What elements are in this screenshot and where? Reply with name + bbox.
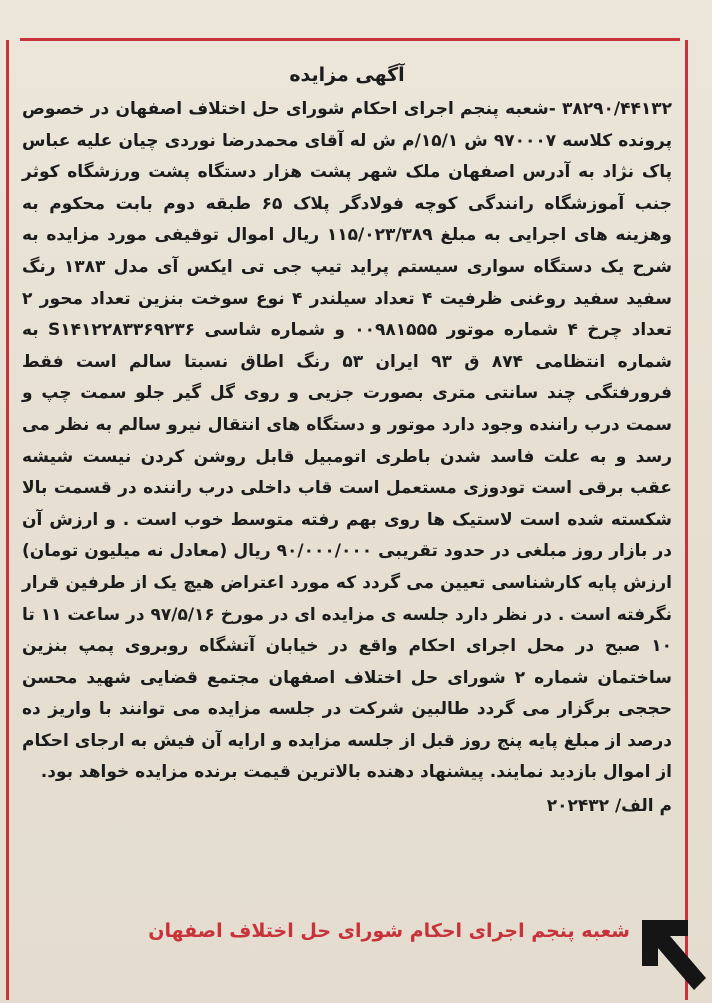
issuing-authority-signature: شعبه پنجم اجرای احکام شورای حل اختلاف اصفهان [148,920,630,942]
notice-body: ۳۸۲۹۰/۴۴۱۳۲ -شعبه پنجم اجرای احکام شورای حل اختلاف اصفهان در خصوص پرونده کلاسه ۹۷۰۰۰۷ ش ۱۵/۱/م ش له آقای محمدرضا نوردی چیان علیه عباس پاک نژاد به آدرس اصفهان ملک شهر پشت هزار دستگاه پشت ورزشگاه کوثر جنب آموزشگاه رانندگی کوچه فولادگر پلاک ۶۵ طبقه دوم بابت محکوم به وهزینه های اجرایی به مبلغ ۱۱۵/۰۲۳/۳۸۹ ریال اموال توقیفی مورد مزایده به شرح یک دستگاه سواری سیستم پراید تیپ جی تی ایکس آی مدل ۱۳۸۳ رنگ سفید سفید روغنی ظرفیت ۴ تعداد سیلندر ۴ نوع سوخت بنزین تعداد محور ۲ تعداد چرخ ۴ شماره موتور ۰۰۹۸۱۵۵۵ و شماره شاسی S۱۴۱۲۲۸۳۳۶۹۲۳۶ به شماره انتظامی ۸۷۴ ق ۹۳ ایران ۵۳ رنگ اطاق نسبتا سالم است فقط فرورفتگی چند سانتی متری بصورت جزیی و روی گل گیر جلو سمت چپ و سمت درب راننده وجود دارد موتور و دستگاه های انتقال نیرو سالم به نظر می رسد و به علت فاسد شدن باطری اتومبیل قابل روشن کردن نیست شیشه عقب برقی است تودوزی مستعمل است قاب داخلی درب راننده در قسمت بالا شکسته شده است لاستیک ها روی بهم رفته متوسط خوب است . و ارزش آن در بازار روز مبلغی در حدود تقریبی ۹۰/۰۰۰/۰۰۰ ریال (معادل نه میلیون تومان) ارزش پایه کارشناسی تعیین می گردد که مورد اعتراض هیچ یک از طرفین قرار نگرفته است . در نظر دارد جلسه ی مزایده ای در مورخ ۹۷/۵/۱۶ در ساعت ۱۱ تا ۱۰ صبح در محل اجرای احکام واقع در خیابان آتشگاه روبروی پمپ بنزین ساختمان شماره ۲ شورای حل اختلاف اصفهان مجتمع قضایی شهید محسن حججی برگزار می گردد طالبین شرکت در جلسه مزایده می توانند با واریز ده درصد از مبلغ پایه پنج روز قبل از جلسه مزایده و ارایه آن فیش به ارجای احکام از اموال بازدید نمایند. پیشنهاد دهنده بالاترین قیمت برنده مزایده خواهد بود. [22,99,673,783]
notice-reference: م الف/ ۲۰۲۴۳۲ [546,796,672,817]
notice-title: آگهی مزایده [289,64,405,86]
arrow-up-left-icon [636,906,710,998]
auction-notice [22,60,672,821]
